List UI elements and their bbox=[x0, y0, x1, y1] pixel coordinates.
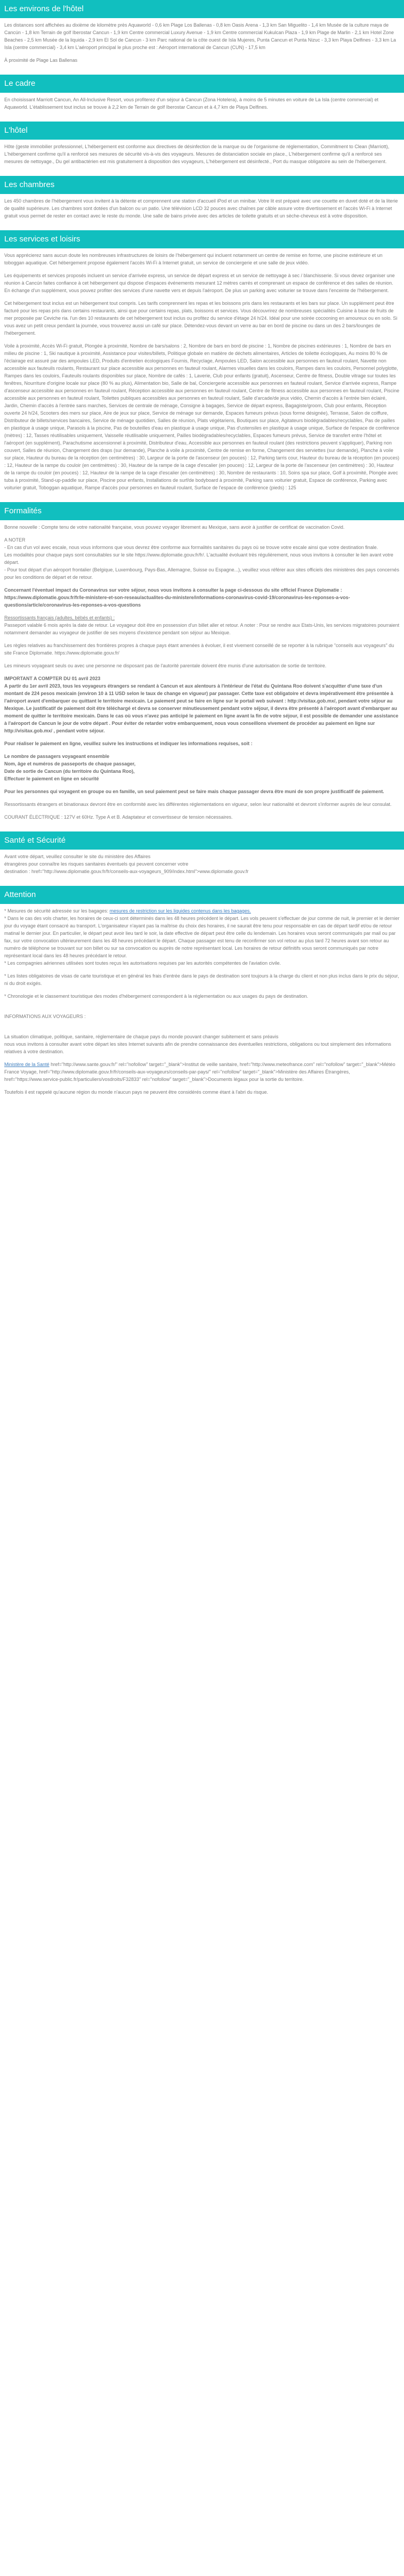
formalites-foreign-nationals: Ressortissants étrangers et binationaux devront être en conformité avec les différentes réglementations en vigueur, selon leur nationalité et devront s'informer auprès de leur consulat. bbox=[4, 802, 392, 807]
attention-situation: La situation climatique, politique, sanitaire, réglementaire de chaque pays du monde pouvant changer subitement et sans préavis nous vous invitons à consulter avant votre départ les sites Internet suivants afin de prendre connaissance des éventuelles restrictions, obligations ou tout simplement des informations relatives à votre destination. bbox=[4, 1034, 391, 1054]
cadre-text: En choisissant Marriott Cancun, An All-Inclusive Resort, vous profiterez d'un séjour à Cancun (Zona Hotelera), à moins de 5 minutes en voiture de La Isla (centre commercial) et Aquaworld. L'établissement tout inclus se trouve à 2,2 km de Terrain de golf Iberostar Cancun et à 4,7 km de Playa Delfines. bbox=[4, 97, 379, 110]
section-services bbox=[0, 230, 404, 502]
section-cadre bbox=[0, 75, 404, 122]
section-title-cadre: Le cadre bbox=[0, 75, 404, 93]
attention-classification: * Chronologie et le classement touristique des modes d'hébergement correspondent à la réglementation ou aux usages du pays de destination. bbox=[4, 994, 309, 999]
formalites-borders: Les règles relatives au franchissement des frontières propres à chaque pays étant amenées à évoluer, il est vivement conseillé de se reporter à la rubrique "conseils aux voyageurs" du site France Diplomatie. https://www.diplomatie.gouv.fr/ bbox=[4, 643, 394, 656]
environs-distances: Les distances sont affichées au dixième de kilomètre près Aquaworld - 0,6 km Plage Los Ballenas - 0,8 km Oasis Arena - 1,3 km San Miguelito - 1,4 km Musée de la culture maya de Cancún - 1,8 km Terrain de golf Iberostar Cancun - 1,9 km Centre commercial Luxury Avenue - 1,9 km Centre commercial Kukulcan Plaza - 1,9 km Plage de Marlin - 2,1 km Hotel Zone Beaches - 2,5 km Musée de la liquida - 2,9 km El Sol de Cancun - 3 km Parc national de la côte ouest de Isla Mujeres, Punta Cancun et Punta Nizuc - 3,3 km Playa Delfines - 3,3 km La Isla (centre commercial) - 3,4 km L'aéroport principal le plus proche est : Aéroport international de Cancun (CUN) - 17,5 km bbox=[4, 22, 396, 50]
section-title-sante: Santé et Sécurité bbox=[0, 831, 404, 850]
section-title-chambres: Les chambres bbox=[0, 176, 404, 194]
services-intro: Vous apprécierez sans aucun doute les nombreuses infrastructures de loisirs de l'hébergement qui incluent notamment un centre de remise en forme, une piscine extérieure et un toboggan aquatique. Cet hébergement propose également l'accès Wi-Fi à Internet gratuit, un service de conciergerie et une salle de jeux vidéo. bbox=[4, 253, 383, 265]
services-equipment: Les équipements et services proposés incluent un service d'arrivée express, un service de départ express et un service de nettoyage à sec / blanchisserie. Si vous devez organiser une réunion à Cancún faites confiance à cet hébergement qui dispose d'espaces événements mesurant 12 mètres carrés et comprenant un espace de conférence et des salles de réunion. En échange d'un supplément, vous pouvez profiter des services d'une navette vers et depuis l'aéroport. De plus un parking avec voiturier se trouve dans l'enceinte de l'hébergement. bbox=[4, 273, 395, 293]
section-attention bbox=[0, 886, 404, 1107]
formalites-electricity: COURANT ÉLECTRIQUE : 127V et 60Hz. Type A et B. Adaptateur et convertisseur de tension nécessaires. bbox=[4, 814, 233, 820]
formalites-french-nationals-heading: Ressortissants français (adultes, bébés et enfants) : bbox=[4, 615, 115, 620]
section-environs bbox=[0, 0, 404, 75]
formalites-intro: Bonne nouvelle : Compte tenu de votre nationalité française, vous pouvez voyager librement au Mexique, sans avoir à justifier de certificat de vaccination Covid. bbox=[4, 524, 345, 530]
ministry-health-link[interactable]: Ministère de la Santé bbox=[4, 1062, 50, 1067]
formalites-payment-steps: Le nombre de passagers voyageant ensemble Nom, âge et numéros de passeports de chaque passager, Date de sortie de Cancun (du territoire du Quintana Roo), Effectuer le paiement en ligne en sécurité bbox=[4, 754, 136, 781]
formalites-coronavirus: Concernant l'éventuel impact du Coronavirus sur votre séjour, nous vous invitons à consulter la page ci-dessous du site officiel France Diplomatie : https://www.diplomatie.gouv.fr/fr/le-ministere-et-son-reseau/actualites-du-ministere/informations-coronavirus-covid-19/coronavirus-les-reponses-a-vos-questions/article/coronavirus-les-reponses-a-vos-questions bbox=[4, 587, 350, 608]
attention-traveller-info-heading: INFORMATIONS AUX VOYAGEURS : bbox=[4, 1014, 86, 1019]
attention-visa-fees: * Les listes obligatoires de visas de carte touristique et en général les frais d'entrée dans le pays de destination sont toujours à la charge du client et non plus inclus dans le prix du séjour, ni du droit exigés. bbox=[4, 973, 399, 986]
liquids-restriction-link[interactable]: mesures de restriction sur les liquides contenus dans les bagages. bbox=[109, 908, 251, 914]
section-title-hotel: L'hôtel bbox=[0, 122, 404, 140]
hotel-text: Hôte (geste immobilier professionnel, L'hébergement est conforme aux directives de désinfection de la marque ou de l'organisme de réglementation, Commitment to Clean (Marriott), L'hébergement confirme qu'il a renforcé ses mesures de sécurité vis-à-vis des voyageurs. Mesures de distanciation sociale en place., L'hébergement confirme qu'il a renforcé ses mesures de nettoyage., Du gel antibactérien est mis gratuitement à disposition des voyageurs, L'hébergement est désinfecté., Port du masque obligatoire au sein de l'hébergement. bbox=[4, 144, 390, 164]
chambres-text: Les 450 chambres de l'hébergement vous invitent à la détente et comprennent une station d'accueil iPod et un minibar. Votre lit est préparé avec une couette en duvet doté et de la literie de qualité supérieure. Les chambres sont dotées d'un balcon ou un patio. Une télévision LCD 32 pouces avec chaînes par câble assure votre divertissement et l'accès Wi-Fi à Internet gratuit vous permet de rester en contact avec le reste du monde. Une salle de bains privée avec des articles de toilette gratuits et un sèche-cheveux est à votre disposition. bbox=[4, 198, 398, 219]
section-title-services: Les services et loisirs bbox=[0, 230, 404, 248]
section-sante bbox=[0, 831, 404, 886]
services-dining: Cet hébergement tout inclus est un hébergement tout compris. Les tarifs comprennent les repas et les boissons pris dans les restaurants et les bars sur place. Un supplément peut être facturé pour les repas pris dans certains restaurants, ainsi que pour certains repas, plats, boissons et services. Vous découvrirez de nombreuses spécialités Cuisine à base de fruits de mer proposée par Ceviche ria. l'un des 10 restaurants de cet hébergement tout inclus ou profitez du service d'étage 24 h/24. Idéal pour une soirée cocooning en amoureux ou en solo. Si vous avez un petit creux pendant la journée, vous trouverez aussi un café sur place. Détendez-vous devant un verre au bar en bord de piscine ou dans un des 2 bars/lounges de l'hébergement. bbox=[4, 301, 398, 336]
section-title-environs: Les environs de l'hôtel bbox=[0, 0, 404, 18]
formalites-minors: Les mineurs voyageant seuls ou avec une personne ne disposant pas de l'autorité parentale doivent être munis d'une autorisation de sortie de territoire. bbox=[4, 663, 327, 668]
section-title-formalites: Formalités bbox=[0, 502, 404, 520]
formalites-tax-notice: IMPORTANT A COMPTER DU 01 avril 2023 A partir du 1er avril 2023, tous les voyageurs étrangers se rendant à Cancun et aux alentours à l'intérieur de l'état du Quintana Roo doivent s'acquitter d'une taxe d'un montant de 224 pesos mexicain (environ 10 à 11 USD selon le taux de change en vigueur) par passager. Cette taxe est obligatoire et devra impérativement être présentée à l'aéroport avant d'embarquer ou quittant le territoire mexicain. Le paiement peut se faire en ligne sur le portail web suivant : http://visitax.gob.mx/, pendant votre séjour au Mexique. Le justificatif de paiement doit être téléchargé et devra se conserver minutieusement pendant votre séjour, il devra être présenté à l'aéroport avant d'embarquer au moment de quitter le territoire mexicain. Dans le cas où vous n'avez pas anticipé le paiement en ligne avant la fin de votre séjour, il est possible de demander une assistance à l'aéroport de Cancun le jour de votre départ . Pour éviter de retarder votre embarquement, nous vous conseillons vivement de procéder au paiement en ligne sur http://visitax.gob.mx/ , pendant votre séjour. bbox=[4, 676, 399, 733]
environs-nearby: À proximité de Plage Las Ballenas bbox=[4, 58, 78, 63]
formalites-payment-instructions: Pour réaliser le paiement en ligne, veuillez suivre les instructions et indiquer les informations requises, soit : bbox=[4, 741, 253, 746]
attention-links-list: href="http://www.sante.gouv.fr/" rel="nofollow" target="_blank">Institut de veille sanitaire, href="http://www.meteofrance.com" rel="nofollow" target="_blank">Météo France Voyage, href="http://www.diplomatie.gouv.fr/fr/conseils-aux-voyageurs/conseils-par-pays/" rel="nofollow" target="_blank">Ministère des Affaires Étrangères, href="https://www.service-public.fr/particuliers/vosdroits/F32833" rel="nofollow" target="_blank">Documents légaux pour la sortie du territoire. bbox=[4, 1062, 395, 1082]
section-title-attention: Attention bbox=[0, 886, 404, 904]
attention-risk-reminder: Toutefois il est rappelé qu'aucune région du monde n'aucun pays ne peuvent être considérés comme étant à l'abri du risque. bbox=[4, 1089, 268, 1095]
services-amenities-list: Voile à proximité, Accès Wi-Fi gratuit, Plongée à proximité, Nombre de bars/salons : 2, Nombre de bars en bord de piscine : 1, Nombre de piscines extérieures : 1, Nombre de bars en milieu de piscine : 1, Ski nautique à proximité, Assistance pour visites/billets, Politique globale en matière de déchets alimentaires, Articles de toilette écologiques, Au moins 80 % de l'éclairage est assuré par des ampoules LED, Produits d'entretien écologiques Fournis, Recyclage, Ampoules LED, Salon accessible aux personnes en fauteuil roulant, Navette non accessible aux fauteuils roulants, Restaurant sur place accessible aux personnes en fauteuil roulant, Alarmes visuelles dans les couloirs, Rampes dans les couloirs, Personnel polyglotte, Rampes dans les couloirs, Fauteuils roulants disponibles sur place, Nombre de cafés : 1, Laverie, Club pour enfants (gratuit), Ascenseur, Centre de fitness, Double vitrage sur toutes les fenêtres, Nourriture d'origine locale sur place (80 % au plus), Alimentation bio, Salle de bal, Conciergerie accessible aux personnes en fauteuil roulant, Service d'arrivée express, Rampe d'ascenseur accessible aux personnes en fauteuil roulant, Réception accessible aux personnes en fauteuil roulant, Centre de fitness accessible aux personnes en fauteuil roulant, Piscine accessible aux personnes en fauteuil roulant, Toilettes publiques accessibles aux personnes en fauteuil roulant, Salle d'arcade/de jeux vidéo, Chemin d'accès à l'entrée bien éclairé, Jardin, Chemin d'accès à l'entrée sans marches, Services de centrale de ménage, Consigne à bagages, Service de départ express, Bagagiste/groom, Club pour enfants, Réception ouverte 24 h/24, Scooters des mers sur place, Aire de jeux sur place, Service de ménage sur demande, Espaces fumeurs prévus (sous forme désignée), Terrasse, Salon de coiffure, Distributeur de billets/services bancaires, Service de ménage quotidien, Salles de réunion, Plats végétariens, Boutiques sur place, Agitateurs biodégradables/recyclables, Pas de pailles en plastique à usage unique, Parasols à la piscine, Pas de bouteilles d'eau en plastique à usage unique, Pas d'ustensiles en plastique à usage unique, Surface de l'espace de conférence (mètres) : 12, Tasses réutilisables uniquement, Vaisselle réutilisable uniquement, Pailles biodégradables/recyclables, Espaces fumeurs prévus, Service de transfert entre l'hôtel et l'aéroport (en supplément), Parachutisme ascensionnel à proximité, Distributeur d'eau, Accessible aux personnes en fauteuil roulant (des restrictions peuvent s'appliquer), Parking non couvert, Salles de réunion, Changement des draps (sur demande), Planche à voile à proximité, Centre de remise en forme, Changement des serviettes (sur demande), Planche à voile sur place, Hauteur du bureau de la réception (en centimètres) : 30, Largeur de la porte de l'ascenseur (en pouces) : 12, Parking tarris cour, Hauteur du bureau de la réception (en pouces) : 12, Hauteur de la rampe du couloir (en centimètres) : 30, Hauteur de la rampe de la cage d'escalier (en pouces) : 12, Largeur de la porte de l'ascenseur (en centimètres) : 30, Hauteur de la rampe du couloir (en pouces) : 12, Hauteur de la rampe de la cage d'escalier (en centimètres) : 30, Nombre de restaurants : 10, Soins spa sur place, Golf à proximité, Plongée avec tuba à proximité, Stand-up-paddle sur place, Piscine pour enfants, Installations de surf/de bodyboard à proximité, Parking sans voiturier gratuit, Espace de conférence, Parking avec voiturier gratuit, Toboggan aquatique, Rampe d'accès pour personnes en fauteuil roulant, Surface de l'espace de conférence (pieds) : 125 bbox=[4, 343, 400, 490]
formalites-note: A NOTER - En cas d'un vol avec escale, nous vous informons que vous devrez être conforme aux formalités sanitaires du pays où se trouve votre escale ainsi que votre destination finale. Les modalités pour chaque pays sont consultables sur le site https://www.diplomatie.gouv.fr/fr/. L'actualité évoluant très régulièrement, nous vous invitons à consulter le lien avant votre départ. - Pour tout départ d'un aéroport frontalier (Belgique, Luxembourg, Pays-Bas, Allemagne, Suisse ou Espagne...), veuillez vous référer aux sites officiels des ministères des pays concernés pour les conditions de départ et de retour. bbox=[4, 537, 399, 580]
formalites-passport: Passeport valable 6 mois après la date de retour. Le voyageur doit être en possession d'un billet aller et retour. A noter : Pour se rendre aux Etats-Unis, les services migratoires pourraient notamment demander au voyageur de justifier de ses moyens d'existence pendant son séjour au Mexique. bbox=[4, 623, 400, 635]
formalites-groups: Pour les personnes qui voyagent en groupe ou en famille, un seul paiement peut se faire mais chaque passager devra être muni de son propre justificatif de paiement. bbox=[4, 789, 384, 794]
section-chambres bbox=[0, 176, 404, 230]
section-formalites bbox=[0, 502, 404, 831]
section-hotel bbox=[0, 122, 404, 176]
attention-flight-schedules: * Dans le cas des vols charter, les horaires de ceux-ci sont déterminés dans les 48 heures précédent le départ. Les vols peuvent s'effectuer de jour comme de nuit, le premier et le dernier jour du voyage étant consacré au transport. L'organisateur n'ayant pas la maîtrise du choix des horaires, il ne saurait être tenu pour responsable en cas de départ tardif et/ou de retour matinal le dernier jour. En particulier, le départ peut avoir lieu tard le soir, la date effective de départ peut être celle du lendemain. Les horaires vous seront communiqués par mail ou par fax, sur votre convocation ultérieurement dans les 48 heures précédant le départ. Chaque passager est tenu de reconfirmer son vol retour au plus tard 72 heures avant son retour au numéro de téléphone se trouvant sur son billet ou sur sa convocation ou auprès de notre représentant local. Les horaires de retour définitifs vous seront communiqués par notre représentant local dans les 48 heures précédant le retour. * Les compagnies aériennes utilisées sont toutes reçus les autorisations requises par les autorités compétentes de l'aviation civile. bbox=[4, 916, 400, 966]
attention-security-label: * Mesures de sécurité adressée sur les bagages: bbox=[4, 908, 109, 914]
sante-text: Avant votre départ, veuillez consulter le site du ministère des Affaires étrangères pour connaître les risques sanitaires éventuels qui peuvent concerner votre destination : href="http://www.diplomatie.gouv.fr/fr/conseils-aux-voyageurs_909/index.html">www.diplomatie.gouv.fr bbox=[4, 854, 249, 874]
